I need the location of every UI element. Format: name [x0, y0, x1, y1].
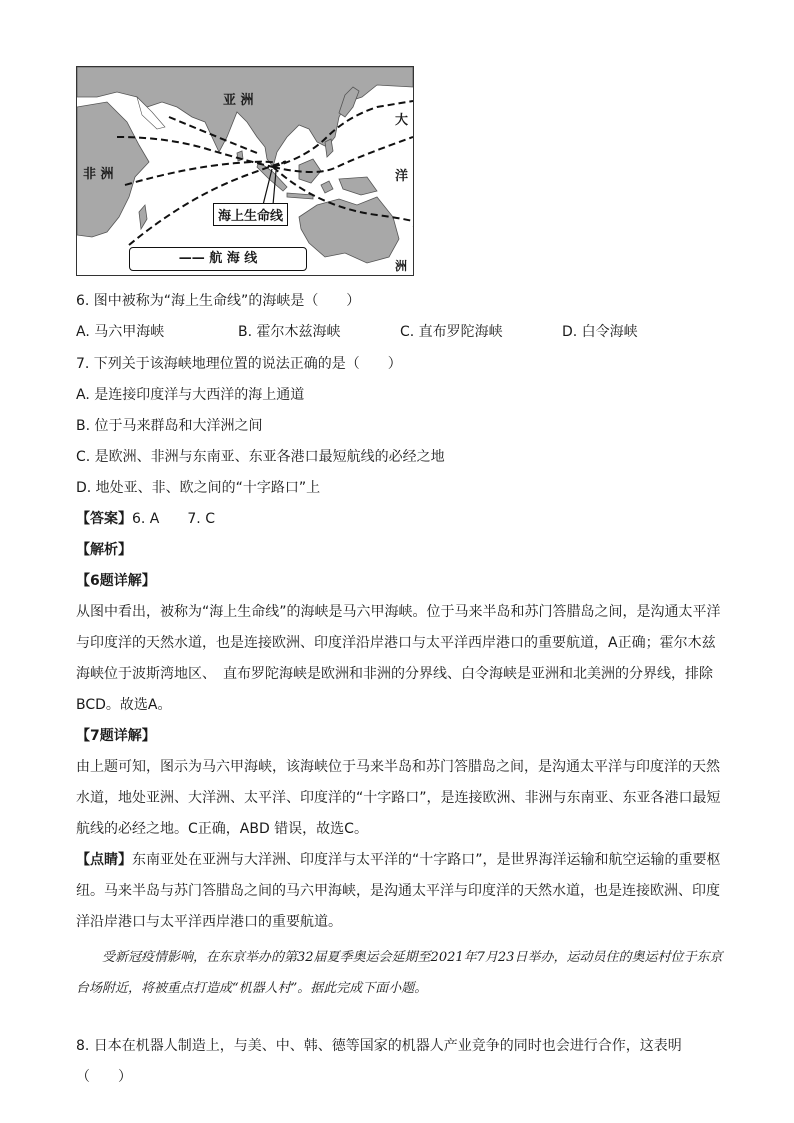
detail6-paragraph: 从图中看出，被称为“海上生命线”的海峡是马六甲海峡。位于马来半岛和苏门答腊岛之间，是沟通太平洋与印度洋的天然水道，也是连接欧洲、印度洋沿岸港口与太平洋西岸港口的重要航道，A正确；霍尔木兹海峡位于波斯湾地区、 直布罗陀海峡是欧洲和非洲的分界线、白令海峡是亚洲和北美洲的分界线，排除BCD。故选A。: [76, 604, 721, 713]
q8-blank: （ ）: [76, 1069, 132, 1085]
q7-stem: 7. 下列关于该海峡地理位置的说法正确的是（ ）: [76, 356, 402, 372]
detail7-paragraph: 由上题可知，图示为马六甲海峡，该海峡位于马来半岛和苏门答腊岛之间，是沟通太平洋与印度洋的天然水道，地处亚洲、大洋洲、太平洋、印度洋的“十字路口”，是连接欧洲、非洲与东南亚、东亚各港口最短航线的必经之地。C正确，ABD 错误，故选C。: [76, 759, 721, 837]
strait-map: [76, 66, 414, 276]
answer-text: 6. A 7. C: [132, 511, 215, 527]
callout-box: 海上生命线: [213, 203, 288, 226]
point-block: [76, 845, 724, 938]
q7-option-d[interactable]: D. 地处亚、非、欧之间的“十字路口”上: [76, 480, 321, 496]
q6-option-a[interactable]: A. 马六甲海峡: [76, 324, 165, 340]
q8-stem: 8. 日本在机器人制造上，与美、中、韩、德等国家的机器人产业竞争的同时也会进行合作，这表明: [76, 1038, 682, 1054]
q6-option-c[interactable]: C. 直布罗陀海峡: [400, 324, 503, 340]
q7-option-a[interactable]: A. 是连接印度洋与大西洋的海上通道: [76, 387, 305, 403]
point-text: 东南亚处在亚洲与大洋洲、印度洋与太平洋的“十字路口”，是世界海洋运输和航空运输的重要枢纽。马来半岛与苏门答腊岛之间的马六甲海峡，是沟通太平洋与印度洋的天然水道，也是连接欧洲、印度洋沿岸港口与太平洋西岸港口的重要航道。: [76, 852, 721, 930]
q6-stem: 6. 图中被称为“海上生命线”的海峡是（ ）: [76, 293, 361, 309]
q6-options: [76, 322, 638, 342]
detail7-label: 【7题详解】: [76, 728, 156, 744]
q6-option-d[interactable]: D. 白令海峡: [562, 324, 638, 340]
passage: 受新冠疫情影响，在东京举办的第32届夏季奥运会延期至2021年7月23日举办，运动员住的奥运村位于东京台场附近，将被重点打造成“机器人村”。据此完成下面小题。: [76, 950, 723, 996]
legend-box: —— 航 海 线: [129, 247, 307, 271]
detail6-text: [76, 597, 724, 721]
madagascar-island: [139, 205, 147, 229]
label-africa: 非 洲: [83, 167, 114, 182]
q6-option-b[interactable]: B. 霍尔木兹海峡: [238, 324, 341, 340]
point-label: 【点睛】: [76, 852, 132, 868]
q7-option-b[interactable]: B. 位于马来群岛和大洋洲之间: [76, 418, 263, 434]
detail6-label: 【6题详解】: [76, 573, 156, 589]
label-zhou: 洲: [395, 259, 408, 273]
label-yang: 洋: [395, 169, 409, 184]
analysis-label: 【解析】: [76, 542, 132, 558]
australia-landmass: [299, 197, 399, 263]
answer-label: 【答案】: [76, 511, 132, 527]
label-asia: 亚 洲: [223, 93, 254, 108]
label-da: 大: [395, 113, 409, 128]
q7-option-c[interactable]: C. 是欧洲、非洲与东南亚、东亚各港口最短航线的必经之地: [76, 449, 445, 465]
answer-line: [76, 509, 215, 529]
detail7-text: [76, 752, 724, 845]
